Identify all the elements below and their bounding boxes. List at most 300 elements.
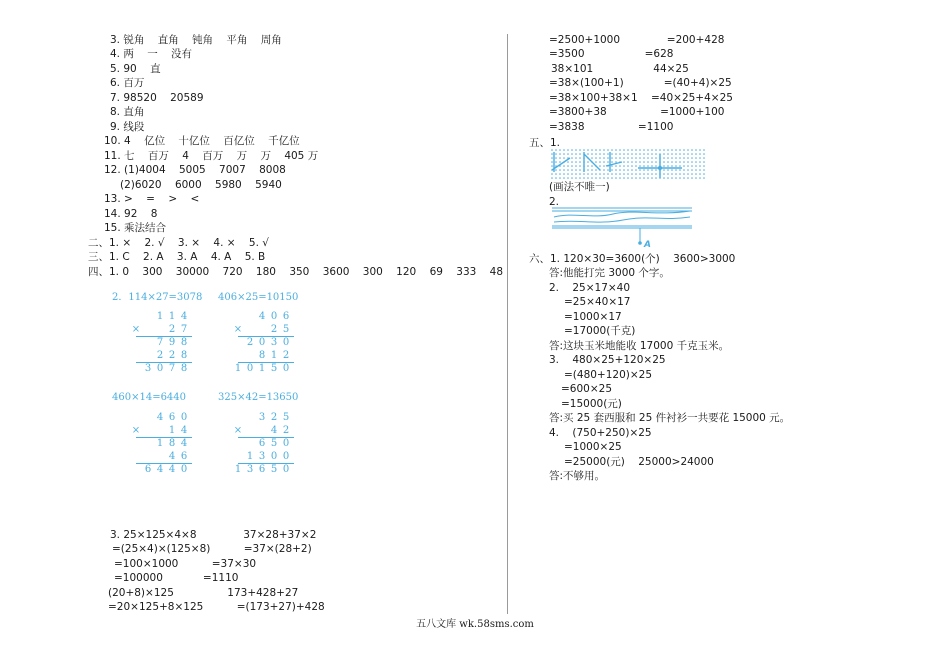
grid-dot [683,157,685,159]
grid-dot [611,157,613,159]
grid-dot [563,169,565,171]
calc-row [130,464,190,476]
right-line-7: =3838 =1100 [549,121,674,133]
grid-dot [587,169,589,171]
grid-dot [647,161,649,163]
calc-digit: 8 [180,363,188,374]
answer-12-1: 12. (1)4004 5005 7007 8008 [104,164,286,176]
calc-digit: 2 [270,324,278,335]
grid-dot [579,149,581,151]
calc3-line-2: =(25×4)×(125×8) =37×(28+2) [112,543,312,555]
grid-dot [655,149,657,151]
answer-14: 14. 92 8 [104,208,158,220]
calc-digit: 5 [270,438,278,449]
calc-row [130,438,190,450]
grid-dot [699,169,701,171]
vertical-calc-4 [232,412,302,492]
grid-dot [639,169,641,171]
calc-digit: 0 [270,451,278,462]
calc-digit: 6 [144,464,152,475]
calc-row [130,412,190,424]
grid-dot [695,169,697,171]
answer-13: 13. > = > < [104,193,200,205]
calc-digit: 1 [258,363,266,374]
grid-dot [675,165,677,167]
s6-line-1: 六、1. 120×30=3600(个) 3600>3000 [529,253,736,265]
grid-dot [651,169,653,171]
grid-dot [691,149,693,151]
grid-dot [691,173,693,175]
grid-dot [647,153,649,155]
s6-line-13: 4. (750+250)×25 [549,427,652,439]
grid-dot [595,169,597,171]
grid-dot [611,173,613,175]
grid-dot [603,177,605,179]
grid-dot [647,173,649,175]
grid-dot [691,153,693,155]
grid-dot [663,169,665,171]
grid-dot [643,161,645,163]
right-line-3: 38×101 44×25 [551,63,689,75]
grid-dot [703,173,705,175]
calc-digit: 8 [258,350,266,361]
calc-digit: 0 [282,438,290,449]
column-divider [507,34,508,614]
grid-dot [607,177,609,179]
calc-digit: 3 [144,363,152,374]
s6-line-6: =17000(千克) [564,325,636,337]
grid-dot [655,173,657,175]
calc-digit: 6 [282,311,290,322]
grid-dot [695,157,697,159]
grid-dot [559,173,561,175]
grid-dot [699,149,701,151]
grid-dot [651,157,653,159]
grid-dot [555,161,557,163]
calc-digit: 4 [156,464,164,475]
grid-dot [667,177,669,179]
grid-dot [655,165,657,167]
grid-dot [603,161,605,163]
grid-dot [683,161,685,163]
grid-dot [559,177,561,179]
right-line-6: =3800+38 =1000+100 [549,106,725,118]
grid-dot [651,153,653,155]
answer-3: 3. 锐角 直角 钝角 平角 周角 [110,34,282,46]
grid-dot [611,177,613,179]
grid-dot [631,161,633,163]
grid-dot [667,153,669,155]
s6-line-8: 3. 480×25+120×25 [549,354,666,366]
grid-dot [607,153,609,155]
drawing-note: (画法不唯一) [549,181,610,193]
grid-dot [567,177,569,179]
calc-row [130,311,190,323]
calc-2-title: 406×25=10150 [218,292,299,303]
calc-digit: 4 [258,311,266,322]
grid-dot [671,149,673,151]
grid-dot [623,169,625,171]
grid-dot [595,149,597,151]
grid-dot [571,153,573,155]
grid-dot [675,169,677,171]
calc-digit: 0 [156,363,164,374]
grid-dot [643,153,645,155]
grid-dot [619,153,621,155]
grid-dot [579,169,581,171]
grid-dot [683,165,685,167]
grid-dot [687,149,689,151]
grid-dot [691,177,693,179]
grid-dot [595,161,597,163]
calc-digit: 0 [180,412,188,423]
grid-dot [575,161,577,163]
grid-dot [703,157,705,159]
grid-dot [647,157,649,159]
grid-dot [667,173,669,175]
grid-dot [587,173,589,175]
right-line-5: =38×100+38×1 =40×25+4×25 [549,92,733,104]
answer-11: 11. 七 百万 4 百万 万 万 405 万 [104,150,319,162]
grid-dot [627,165,629,167]
grid-dot [691,169,693,171]
grid-dot [567,161,569,163]
grid-dot [575,177,577,179]
grid-dot [555,173,557,175]
grid-dot [635,165,637,167]
calc-digit: 1 [246,451,254,462]
grid-dot [567,153,569,155]
grid-dot [651,149,653,151]
grid-dot [595,153,597,155]
grid-dot [611,149,613,151]
grid-dot [663,153,665,155]
grid-dot [611,153,613,155]
grid-dot [619,173,621,175]
grid-dot [627,157,629,159]
grid-dot [675,161,677,163]
calc-digit: 1 [156,438,164,449]
calc-digit: 8 [168,438,176,449]
grid-dot [571,173,573,175]
calc-row [130,363,190,375]
calc-digit: 0 [180,464,188,475]
grid-dot [651,165,653,167]
section-5-item-2: 2. [549,196,560,208]
grid-dot [595,157,597,159]
grid-dot [555,177,557,179]
grid-dot [655,169,657,171]
grid-dot [695,149,697,151]
river-drawing [548,205,698,250]
section-5-label: 五、1. [529,137,561,149]
calc-row [130,337,190,349]
grid-dot [683,173,685,175]
grid-dot [563,177,565,179]
answer-7: 7. 98520 20589 [110,92,204,104]
point-a-label: A [644,240,651,250]
grid-dot [591,173,593,175]
calc-digit: 5 [282,412,290,423]
grid-dot [575,153,577,155]
grid-dot [571,161,573,163]
calc-digit: 2 [282,425,290,436]
grid-dot [579,153,581,155]
calc-digit: 2 [270,412,278,423]
calc-digit: 6 [168,412,176,423]
right-line-1: =2500+1000 =200+428 [549,34,725,46]
calc-digit: 2 [246,337,254,348]
grid-dot [639,149,641,151]
grid-dot [591,169,593,171]
calc-digit: 3 [270,337,278,348]
grid-dot [599,153,601,155]
grid-dot [651,173,653,175]
grid-dot [619,169,621,171]
grid-dot [615,149,617,151]
calc-row [232,464,292,476]
grid-dot [695,165,697,167]
grid-dot [623,165,625,167]
grid-dot [699,177,701,179]
calc3-line-1: 3. 25×125×4×8 37×28+37×2 [110,529,317,541]
grid-dot [619,177,621,179]
answer-4: 4. 两 一 没有 [110,48,193,60]
calc-digit: 6 [258,438,266,449]
grid-dot [567,169,569,171]
grid-dot [583,177,585,179]
grid-dot [675,173,677,175]
grid-dot [639,157,641,159]
grid-dot [691,165,693,167]
calc-digit: 5 [282,324,290,335]
grid-dot [631,169,633,171]
grid-dot [639,153,641,155]
grid-dot [683,149,685,151]
calc-digit: 0 [282,363,290,374]
grid-dot [663,165,665,167]
grid-dot [627,177,629,179]
grid-dot [599,161,601,163]
grid-dot [559,149,561,151]
calc-3-title: 460×14=6440 [112,392,187,403]
calc-row [130,350,190,362]
grid-dot [591,177,593,179]
grid-dot [575,157,577,159]
grid-dot [603,169,605,171]
grid-dot [683,153,685,155]
grid-dot [623,161,625,163]
grid-dot [691,161,693,163]
grid-dot [647,149,649,151]
section-2: 二、1. × 2. √ 3. × 4. × 5. √ [88,237,269,249]
calc3-line-4: =100000 =1110 [114,572,239,584]
grid-dot [551,149,553,151]
grid-dot [635,157,637,159]
grid-dot [679,157,681,159]
calc-row [232,412,292,424]
grid-dot [615,161,617,163]
calc-digit: 8 [180,350,188,361]
section-4: 四、1. 0 300 30000 720 180 350 3600 300 120 69 333 48 [88,266,504,278]
section-3: 三、1. C 2. A 3. A 4. A 5. B [88,251,266,263]
grid-dot [703,161,705,163]
grid-dot [611,161,613,163]
grid-dot [655,157,657,159]
answer-12-2: (2)6020 6000 5980 5940 [120,179,282,191]
grid-dot [675,149,677,151]
grid-dot [671,161,673,163]
grid-dot [635,149,637,151]
grid-dot [603,173,605,175]
grid-dot [631,165,633,167]
grid-dot [627,161,629,163]
grid-dot [683,169,685,171]
grid-dot [599,157,601,159]
grid-dot [631,149,633,151]
grid-dot [687,153,689,155]
vertical-calc-3 [130,412,200,492]
grid-dot [627,173,629,175]
calc-digit: 4 [180,311,188,322]
grid-dot [651,177,653,179]
answer-6: 6. 百万 [110,77,145,89]
grid-dot [643,165,645,167]
grid-dot [599,173,601,175]
grid-dot [655,153,657,155]
grid-dot [631,153,633,155]
grid-dot [551,153,553,155]
grid-dot [563,149,565,151]
calc-digit: 1 [168,425,176,436]
vertical-calc-1 [130,311,200,391]
grid-dot [603,157,605,159]
calc-digit: 3 [258,412,266,423]
calc-digit: 3 [246,464,254,475]
answer-5: 5. 90 直 [110,63,161,75]
grid-dot [671,153,673,155]
grid-dot [671,173,673,175]
grid-dot [567,165,569,167]
grid-dot [639,161,641,163]
grid-dot [623,149,625,151]
grid-dot [575,173,577,175]
grid-dot [599,177,601,179]
grid-dot [591,153,593,155]
grid-dot [639,177,641,179]
grid-dot [679,173,681,175]
calc-digit: 5 [270,464,278,475]
calc-digit: × [233,425,243,436]
calc-digit: 2 [156,350,164,361]
grid-dot [575,149,577,151]
grid-dot [635,153,637,155]
grid-dot [567,149,569,151]
calc-digit: 8 [180,337,188,348]
grid-dot [595,177,597,179]
grid-dot [635,177,637,179]
grid-dot [579,173,581,175]
grid-dot [623,177,625,179]
grid-dot [679,161,681,163]
calc-digit: 1 [270,350,278,361]
calc-row [232,324,292,336]
grid-dot [703,169,705,171]
calc-digit: 0 [246,363,254,374]
grid-dot [663,173,665,175]
calc-digit: 2 [168,350,176,361]
s6-line-7: 答:这块玉米地能收 17000 千克玉米。 [549,340,730,352]
s6-line-4: =25×40×17 [564,296,631,308]
calc-row [130,451,190,463]
dot-grid-drawing [550,148,710,180]
grid-dot [655,161,657,163]
vertical-calc-2 [232,311,302,391]
calc-digit: 1 [234,464,242,475]
grid-dot [639,173,641,175]
grid-dot [623,173,625,175]
grid-dot [695,173,697,175]
grid-dot [603,153,605,155]
grid-dot [635,161,637,163]
grid-dot [579,177,581,179]
grid-dot [627,169,629,171]
grid-dot [551,173,553,175]
grid-dot [607,157,609,159]
calc-digit: 2 [282,350,290,361]
grid-dot [571,177,573,179]
grid-dot [591,165,593,167]
calc-digit: 0 [258,337,266,348]
grid-dot [615,157,617,159]
calc-digit: 7 [168,363,176,374]
calc-digit: 6 [258,464,266,475]
grid-dot [663,149,665,151]
grid-dot [575,165,577,167]
grid-dot [675,153,677,155]
calc-digit: 4 [180,438,188,449]
grid-dot [623,157,625,159]
grid-dot [579,157,581,159]
grid-dot [615,153,617,155]
answer-15: 15. 乘法结合 [104,222,167,234]
calc-row [232,451,292,463]
grid-dot [559,153,561,155]
calc-row [232,350,292,362]
grid-dot [647,177,649,179]
grid-dot [559,169,561,171]
answer-9: 9. 线段 [110,121,145,133]
grid-dot [667,149,669,151]
calc-1-title: 2．114×27=3078 [112,292,203,303]
grid-dot [687,161,689,163]
grid-dot [671,165,673,167]
calc-row [130,324,190,336]
grid-dot [643,149,645,151]
grid-dot [687,169,689,171]
grid-dot [703,149,705,151]
grid-dot [607,169,609,171]
calc-digit: × [131,425,141,436]
grid-dot [571,149,573,151]
calc-digit: 4 [156,412,164,423]
s6-line-12: 答:买 25 套西服和 25 件衬衫一共要花 15000 元。 [549,412,791,424]
calc-digit: × [233,324,243,335]
calc-digit: 1 [234,363,242,374]
grid-dot [699,173,701,175]
grid-dot [695,161,697,163]
calc-digit: 7 [180,324,188,335]
